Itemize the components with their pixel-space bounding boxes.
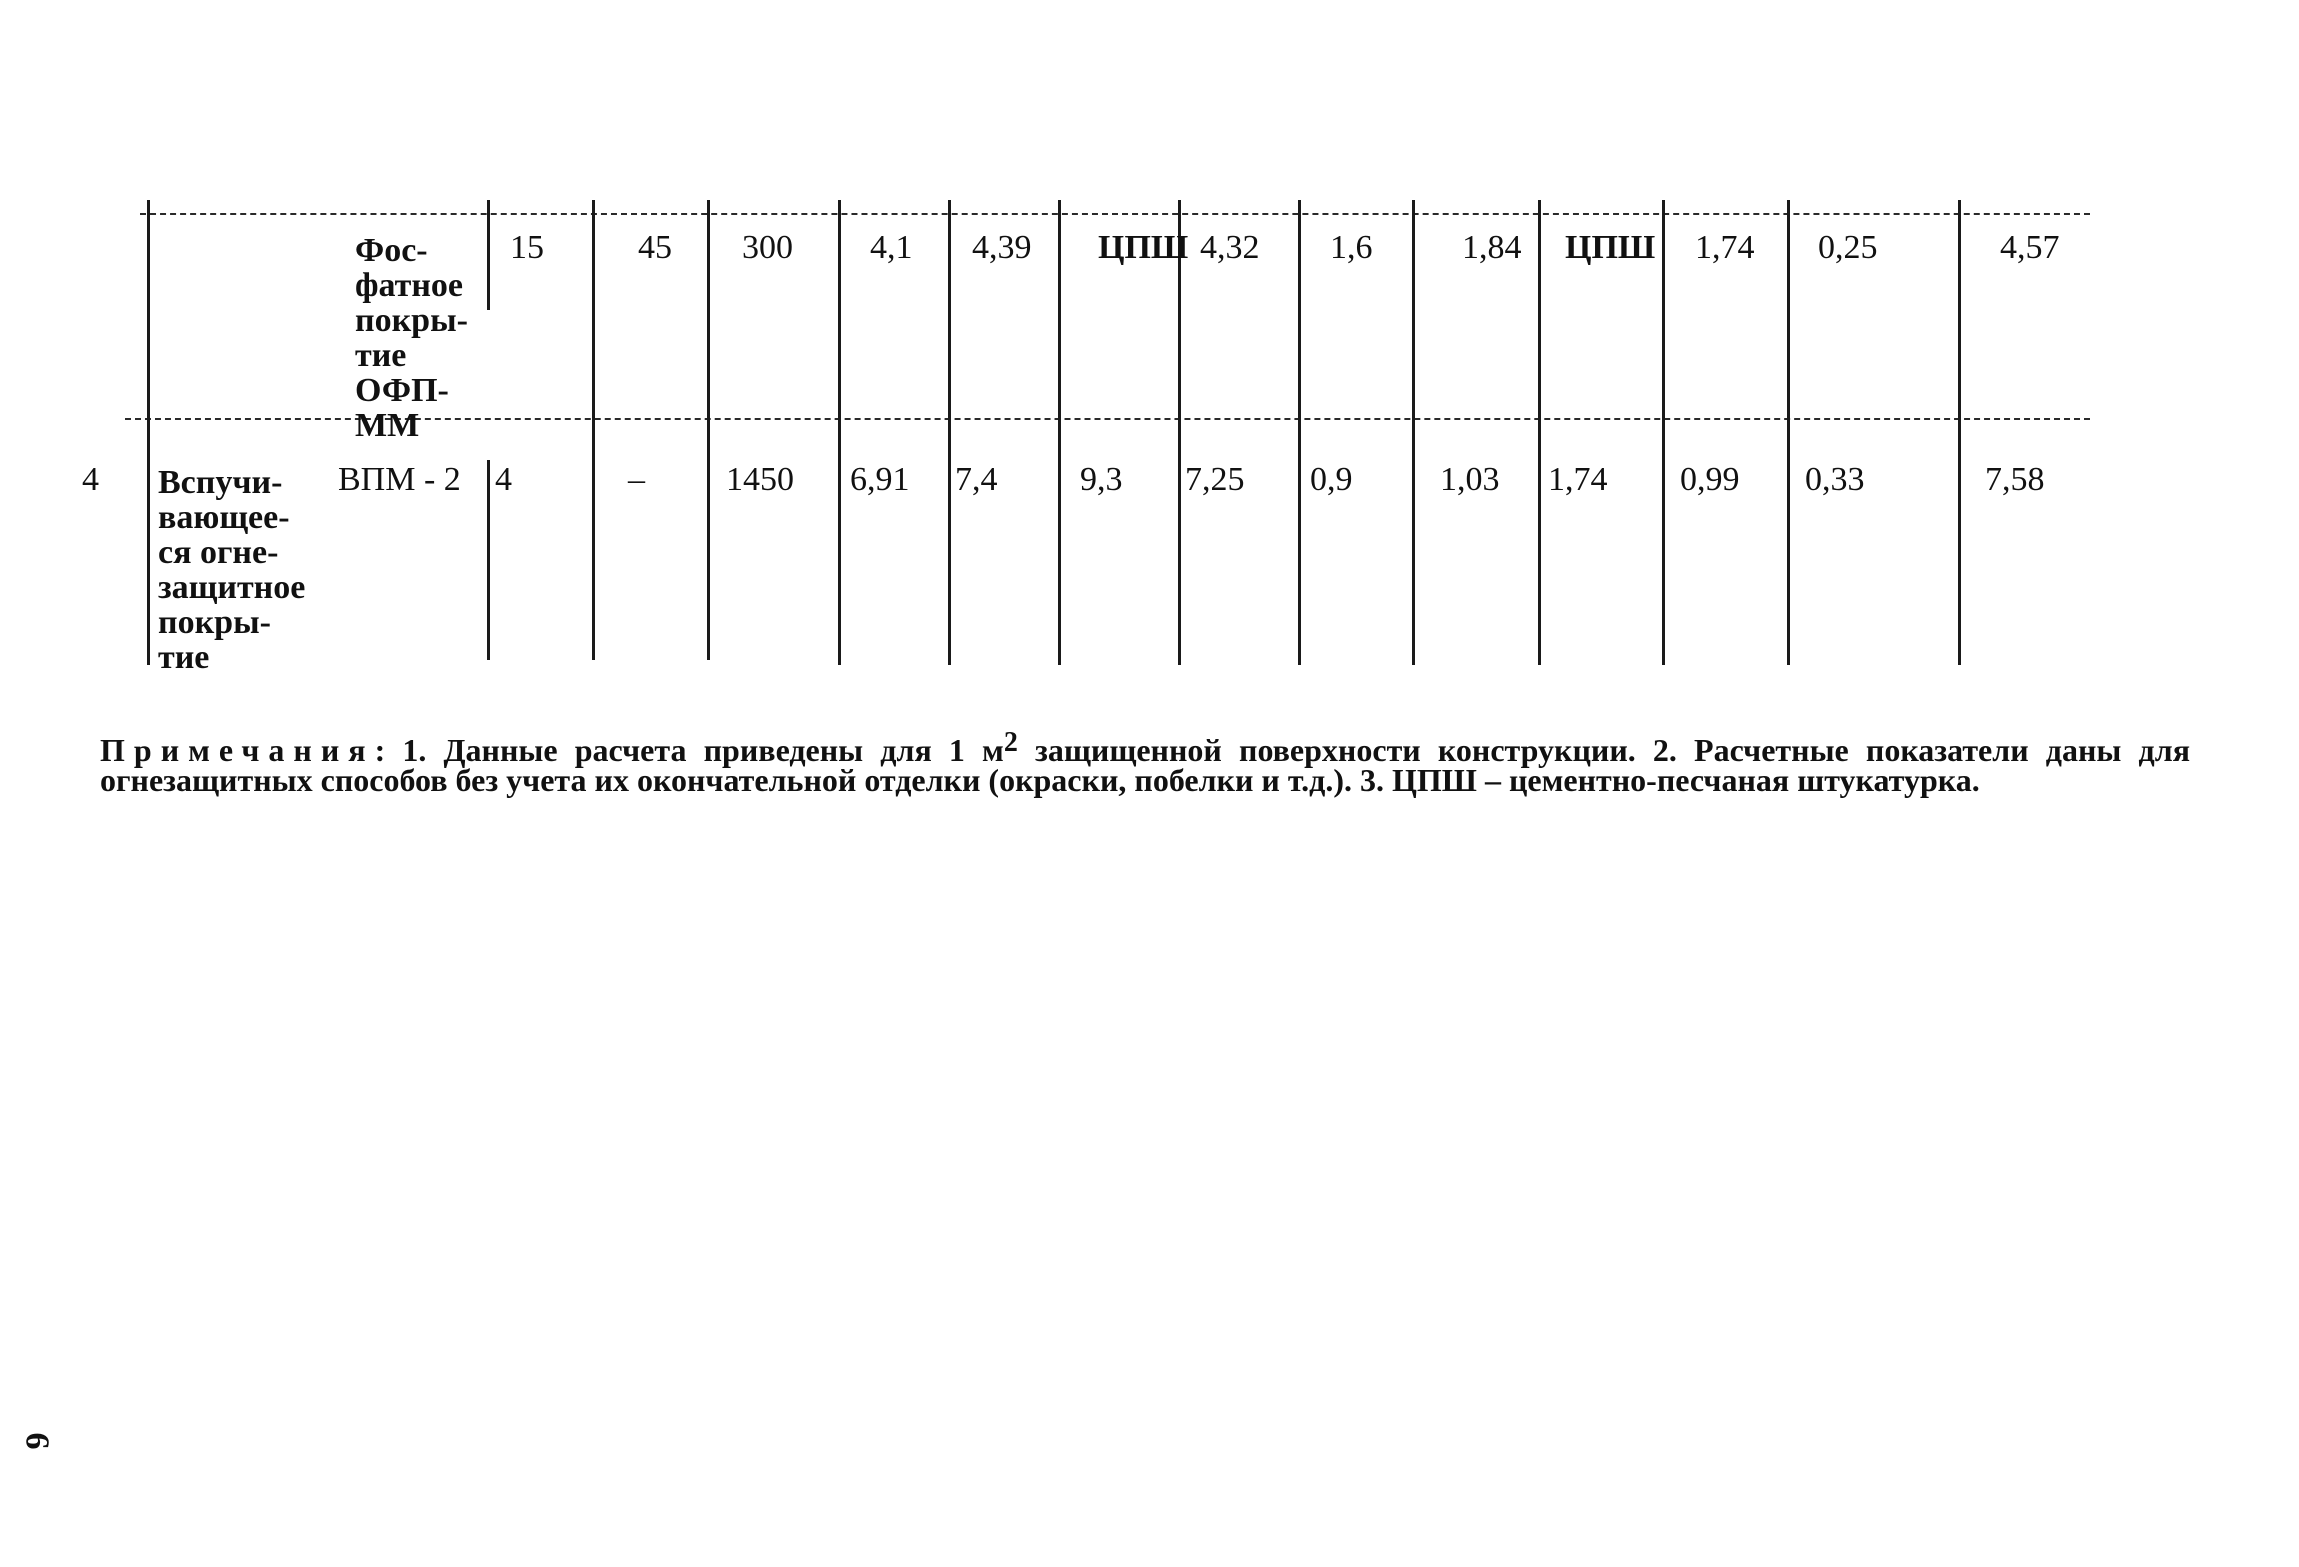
table-row-1-value: 45	[638, 229, 672, 266]
notes-text: : 1. Данные расчета приведены для 1 м	[374, 732, 1004, 768]
column-rule	[1958, 200, 1961, 665]
table-row-1-value: 4,57	[2000, 229, 2060, 266]
subtype-line: тие	[355, 337, 407, 374]
name-line: тие	[158, 639, 210, 676]
column-rule	[1787, 200, 1790, 665]
column-rule	[147, 200, 150, 665]
column-rule	[1412, 200, 1415, 665]
table-row-2-subtype: ВПМ - 2	[338, 461, 461, 498]
table-notes	[100, 727, 2191, 798]
name-line: покры-	[158, 604, 271, 641]
page-number: 6	[18, 1432, 56, 1450]
name-line: вающее-	[158, 499, 290, 536]
column-rule	[838, 200, 841, 665]
subtype-line: Фос-	[355, 232, 428, 269]
table-row-2-value: 0,9	[1310, 461, 1353, 498]
column-rule	[592, 200, 595, 660]
table-row-1-value: 15	[510, 229, 544, 266]
name-line: ся огне-	[158, 534, 279, 571]
table-row-1-value: 4,32	[1200, 229, 1260, 266]
table-row-2-value: 1450	[726, 461, 794, 498]
table-row-2-value: 4	[495, 461, 512, 498]
table-row-2-value: 6,91	[850, 461, 910, 498]
table-row-1-value: 4,39	[972, 229, 1032, 266]
table-row-1-value: 300	[742, 229, 793, 266]
table-row-2-value: 7,58	[1985, 461, 2045, 498]
column-rule	[487, 460, 490, 660]
subtype-line: ОФП-ММ	[355, 372, 449, 444]
column-rule	[1538, 200, 1541, 665]
subtype-line: фатное	[355, 267, 464, 304]
table-row-1-value: ЦПШ	[1565, 229, 1656, 266]
name-line: защитное	[158, 569, 306, 606]
notes-text: защищенной поверхности конструкции. 2. Расчетные показатели даны для огнезащитных способов без учета их окончательной отделки (окраски, побелки и т.д.). 3. ЦПШ – цементно-песчаная штукатурка.	[100, 732, 2191, 798]
table-row-2-value: 1,74	[1548, 461, 1608, 498]
table-row-2-value: 7,25	[1185, 461, 1245, 498]
table-row-1-value: 4,1	[870, 229, 913, 266]
table-row-2-value: 0,99	[1680, 461, 1740, 498]
table-row-2-number: 4	[82, 461, 99, 498]
notes-label: Примечания	[100, 732, 375, 768]
column-rule	[1178, 200, 1181, 665]
subtype-line: покры-	[355, 302, 468, 339]
notes-superscript: 2	[1003, 727, 1018, 758]
table-row-1-value: 0,25	[1818, 229, 1878, 266]
table-row-1-value: 1,84	[1462, 229, 1522, 266]
table-row-2-value: –	[628, 461, 645, 498]
table-row-1-subtype	[355, 233, 505, 443]
column-rule	[948, 200, 951, 665]
table-row-1-value: 1,74	[1695, 229, 1755, 266]
table-row-2-value: 7,4	[955, 461, 998, 498]
name-line: Вспучи-	[158, 464, 283, 501]
table-row-1-value: ЦПШ	[1098, 229, 1189, 266]
column-rule	[707, 200, 710, 660]
table-row-2-value: 1,03	[1440, 461, 1500, 498]
column-rule	[1058, 200, 1061, 665]
column-rule	[1298, 200, 1301, 665]
table-row-2-value: 9,3	[1080, 461, 1123, 498]
column-rule	[1662, 200, 1665, 665]
table-top-rule	[140, 213, 2090, 215]
table-row-2-value: 0,33	[1805, 461, 1865, 498]
table-row-1-value: 1,6	[1330, 229, 1373, 266]
table-row-2-name	[158, 465, 328, 675]
